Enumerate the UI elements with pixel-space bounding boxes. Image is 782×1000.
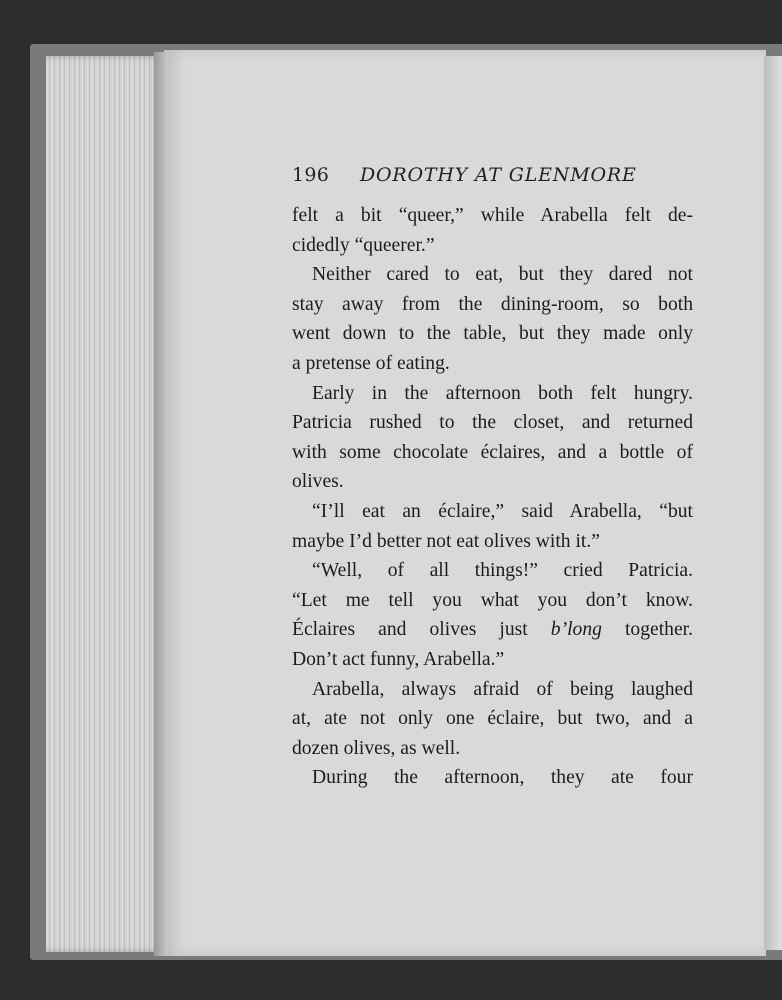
page-header <box>292 164 692 190</box>
text-line: “Well, of all things!” cried Patricia. <box>312 560 693 582</box>
text-line: Early in the afternoon both felt hungry. <box>312 382 693 404</box>
text-line: cidedly “queerer.” <box>292 234 435 256</box>
text-line: Neither cared to eat, but they dared not <box>312 264 693 286</box>
running-title: DOROTHY AT GLENMORE <box>360 164 637 186</box>
italic-word: b’long <box>550 619 602 641</box>
text-line: felt a bit “queer,” while Arabella felt de- <box>292 205 693 226</box>
text-line: Patricia rushed to the closet, and returned <box>292 412 693 434</box>
text-line: olives. <box>292 471 344 493</box>
text-line: a pretense of eating. <box>292 352 450 374</box>
body-text <box>292 201 693 793</box>
text-line: maybe I’d better not eat olives with it.” <box>292 530 600 552</box>
text-line: “I’ll eat an éclaire,” said Arabella, “but <box>312 500 693 522</box>
text-line: Don’t act funny, Arabella.” <box>292 648 505 670</box>
text-line: went down to the table, but they made only <box>292 323 693 345</box>
text-line: Arabella, always afraid of being laughed <box>312 678 693 700</box>
text-segment: Éclaires and olives just <box>292 619 551 641</box>
text-line: During the afternoon, they ate four <box>312 767 693 789</box>
text-line: at, ate not only one éclaire, but two, and a <box>292 708 693 730</box>
page-block-edges <box>46 56 162 952</box>
text-segment: together. <box>601 619 693 641</box>
facing-page-edge <box>764 56 782 950</box>
text-line: “Let me tell you what you don’t know. <box>292 589 693 611</box>
page-number: 196 <box>292 164 330 186</box>
text-line: stay away from the dining-room, so both <box>292 293 693 315</box>
text-line: with some chocolate éclaires, and a bottle of <box>292 441 693 463</box>
page-gutter <box>154 52 168 956</box>
text-line: dozen olives, as well. <box>292 737 461 759</box>
text-line <box>292 615 693 645</box>
